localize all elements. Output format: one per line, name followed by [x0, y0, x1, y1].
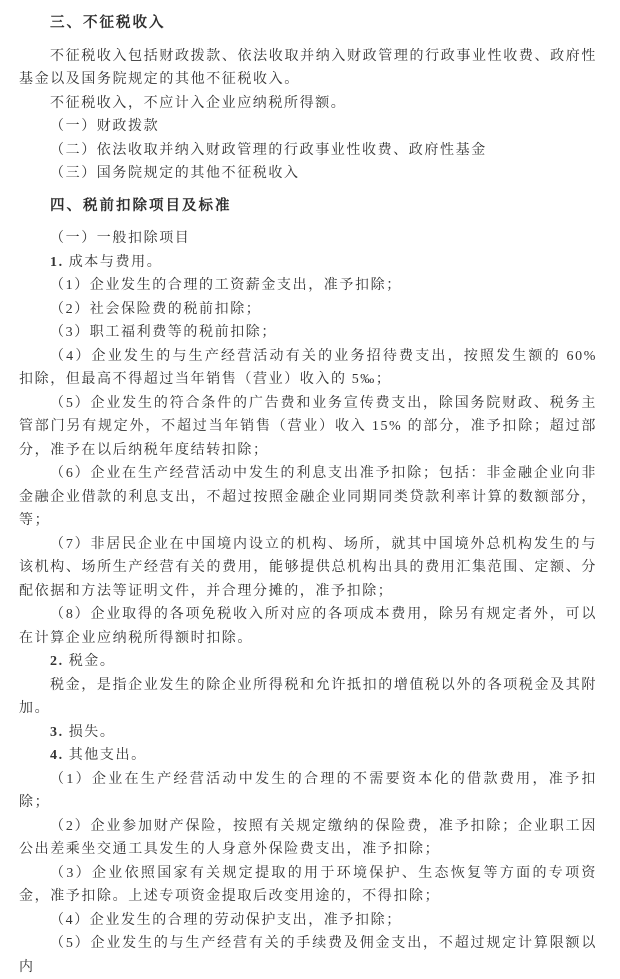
paragraph: （4）企业发生的合理的劳动保护支出，准予扣除；	[50, 912, 402, 928]
paragraph: （4）企业发生的与生产经营活动有关的业务招待费支出，按照发生额的 60% 扣除，但最高不得超过当年销售（营业）收入的 5‰；	[19, 348, 597, 387]
paragraph: （一）财政拨款	[50, 119, 160, 134]
paragraph: （7）非居民企业在中国境内设立的机构、场所，就其中国境外总机构发生的与该机构、场所生产经营有关的费用，能够提供总机构出具的费用汇集范围、定额、分配依据和方法等证明文件，并合理分摊的，准予扣除；	[19, 536, 597, 599]
list-number: 4.	[50, 748, 64, 763]
paragraph-text: 税金。	[68, 654, 116, 669]
paragraph: 税金，是指企业发生的除企业所得税和允许抵扣的增值税以外的各项税金及其附加。	[19, 677, 597, 716]
paragraph: （二）依法收取并纳入财政管理的行政事业性收费、政府性基金	[50, 142, 487, 158]
paragraph-text: 其他支出。	[68, 748, 147, 763]
section-heading: 四、税前扣除项目及标准	[50, 197, 232, 214]
paragraph	[19, 650, 597, 674]
paragraph: （2）企业参加财产保险，按照有关规定缴纳的保险费，准予扣除；企业职工因公出差乘坐交通工具发生的人身意外保险费支出，准予扣除；	[19, 818, 597, 857]
paragraph: （3）企业依照国家有关规定提取的用于环境保护、生态恢复等方面的专项资金，准予扣除。上述专项资金提取后改变用途的，不得扣除；	[19, 865, 597, 904]
paragraph: （5）企业发生的符合条件的广告费和业务宣传费支出，除国务院财政、税务主管部门另有规定外，不超过当年销售（营业）收入 15% 的部分，准予扣除；超过部分，准予在以后纳税年度结转扣除；	[19, 395, 597, 458]
paragraph: （5）企业发生的与生产经营有关的手续费及佣金支出，不超过规定计算限额以内	[19, 936, 597, 975]
section-heading: 三、不征税收入	[50, 15, 166, 31]
paragraph: （8）企业取得的各项免税收入所对应的各项成本费用，除另有规定者外，可以在计算企业应纳税所得额时扣除。	[19, 607, 597, 646]
paragraph	[19, 251, 597, 275]
paragraph-text: 损失。	[68, 724, 116, 740]
paragraph: （6）企业在生产经营活动中发生的利息支出准予扣除；包括：非金融企业向非金融企业借款的利息支出，不超过按照金融企业同期同类贷款利率计算的数额部分，等；	[19, 466, 597, 528]
list-number: 1.	[50, 254, 64, 270]
paragraph: （3）职工福利费等的税前扣除；	[50, 325, 277, 340]
list-number: 3.	[50, 724, 64, 740]
paragraph: （2）社会保险费的税前扣除；	[50, 301, 262, 317]
paragraph	[19, 721, 597, 745]
paragraph: 不征税收入包括财政拨款、依法收取并纳入财政管理的行政事业性收费、政府性基金以及国务院规定的其他不征税收入。	[19, 48, 597, 87]
paragraph: （三）国务院规定的其他不征税收入	[50, 166, 300, 181]
list-number: 2.	[50, 654, 64, 669]
paragraph: 不征税收入，不应计入企业应纳税所得额。	[50, 95, 347, 111]
paragraph: （1）企业发生的合理的工资薪金支出，准予扣除；	[50, 278, 402, 293]
paragraph	[19, 744, 597, 768]
paragraph: （1）企业在生产经营活动中发生的合理的不需要资本化的借款费用，准予扣除；	[19, 771, 597, 810]
paragraph: （一）一般扣除项目	[50, 231, 191, 246]
paragraph-text: 成本与费用。	[68, 254, 163, 270]
